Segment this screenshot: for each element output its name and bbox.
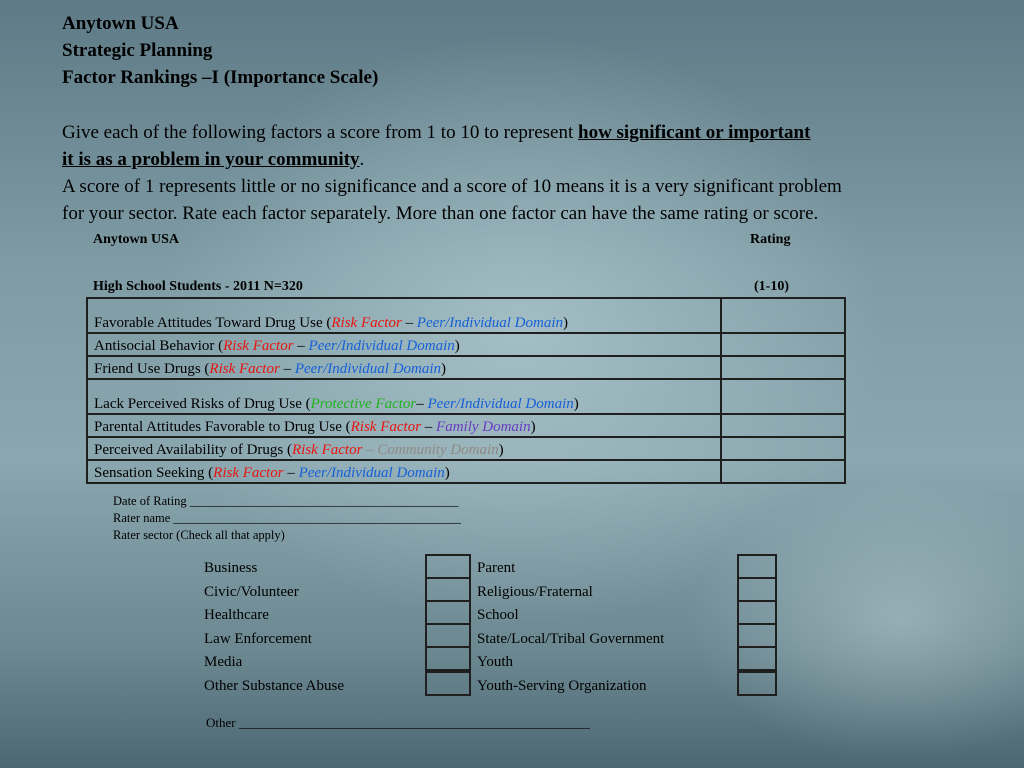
sector-label-youth-serving: Youth-Serving Organization xyxy=(477,678,647,694)
factor-cell: Sensation Seeking (Risk Factor – Peer/Individual Domain) xyxy=(87,460,721,483)
checkbox-media[interactable] xyxy=(425,646,471,671)
header-title: Factor Rankings –I (Importance Scale) xyxy=(62,67,379,88)
rating-input-cell[interactable] xyxy=(721,333,845,356)
table-row xyxy=(87,437,845,460)
instructions-line3: A score of 1 represents little or no significance and a score of 10 means it is a very significant problem xyxy=(62,176,842,197)
table-row xyxy=(87,460,845,483)
header-org: Anytown USA xyxy=(62,13,179,34)
checkbox-government[interactable] xyxy=(737,623,777,648)
checkbox-law-enforcement[interactable] xyxy=(425,623,471,648)
checkbox-healthcare[interactable] xyxy=(425,600,471,625)
sector-label-civic: Civic/Volunteer xyxy=(204,584,299,600)
factor-cell: Lack Perceived Risks of Drug Use (Protective Factor– Peer/Individual Domain) xyxy=(87,379,721,414)
rating-input-cell[interactable] xyxy=(721,437,845,460)
checkbox-civic[interactable] xyxy=(425,577,471,602)
rating-input-cell[interactable] xyxy=(721,414,845,437)
rater-name-field[interactable]: Rater name ______________________________________________ xyxy=(113,511,461,525)
instructions-line2: it is as a problem in your community. xyxy=(62,149,365,170)
emphasis-significance: how significant or important xyxy=(578,122,811,143)
checkbox-youth-serving[interactable] xyxy=(737,671,777,696)
factors-table xyxy=(86,297,846,484)
table-org-label: Anytown USA xyxy=(93,232,179,247)
sector-label-law-enforcement: Law Enforcement xyxy=(204,631,312,647)
rating-input-cell[interactable] xyxy=(721,356,845,379)
table-row xyxy=(87,356,845,379)
checkbox-school[interactable] xyxy=(737,600,777,625)
factor-cell: Friend Use Drugs (Risk Factor – Peer/Individual Domain) xyxy=(87,356,721,379)
rater-info xyxy=(113,493,461,544)
instructions xyxy=(62,119,1012,227)
factor-cell: Antisocial Behavior (Risk Factor – Peer/Individual Domain) xyxy=(87,333,721,356)
sector-label-media: Media xyxy=(204,654,243,670)
sector-label-business: Business xyxy=(204,560,258,576)
sector-label-youth: Youth xyxy=(477,654,513,670)
emphasis-community: it is as a problem in your community xyxy=(62,149,360,170)
rating-input-cell[interactable] xyxy=(721,460,845,483)
checkbox-religious[interactable] xyxy=(737,577,777,602)
checkbox-business[interactable] xyxy=(425,554,471,579)
sector-label-religious: Religious/Fraternal xyxy=(477,584,593,600)
sector-label-school: School xyxy=(477,607,519,623)
header-subtitle: Strategic Planning xyxy=(62,40,213,61)
date-of-rating-field[interactable]: Date of Rating ___________________________________________ xyxy=(113,494,459,508)
table-row xyxy=(87,298,845,333)
document-header xyxy=(62,10,378,91)
other-sector-field[interactable]: Other ______________________________________________________ xyxy=(206,715,590,730)
rating-column-label: Rating xyxy=(750,232,791,247)
sector-label-parent: Parent xyxy=(477,560,516,576)
checkbox-other-substance-abuse[interactable] xyxy=(425,671,471,696)
table-row xyxy=(87,414,845,437)
table-row xyxy=(87,379,845,414)
instructions-line1: Give each of the following factors a score from 1 to 10 to represent how significant or important xyxy=(62,122,811,143)
checkbox-parent[interactable] xyxy=(737,554,777,579)
factor-cell: Favorable Attitudes Toward Drug Use (Risk Factor – Peer/Individual Domain) xyxy=(87,298,721,333)
table-row xyxy=(87,333,845,356)
rating-input-cell[interactable] xyxy=(721,298,845,333)
sector-label-healthcare: Healthcare xyxy=(204,607,269,623)
factor-cell: Perceived Availability of Drugs (Risk Factor – Community Domain) xyxy=(87,437,721,460)
factor-cell: Parental Attitudes Favorable to Drug Use (Risk Factor – Family Domain) xyxy=(87,414,721,437)
sector-label-other-substance-abuse: Other Substance Abuse xyxy=(204,678,344,694)
rating-input-cell[interactable] xyxy=(721,379,845,414)
instructions-line4: for your sector. Rate each factor separately. More than one factor can have the same rating or score. xyxy=(62,203,819,224)
checkbox-youth[interactable] xyxy=(737,646,777,671)
rating-scale-label: (1-10) xyxy=(754,279,789,294)
rater-sector-label: Rater sector (Check all that apply) xyxy=(113,528,285,542)
sector-label-government: State/Local/Tribal Government xyxy=(477,631,665,647)
survey-group-label: High School Students - 2011 N=320 xyxy=(93,279,303,294)
